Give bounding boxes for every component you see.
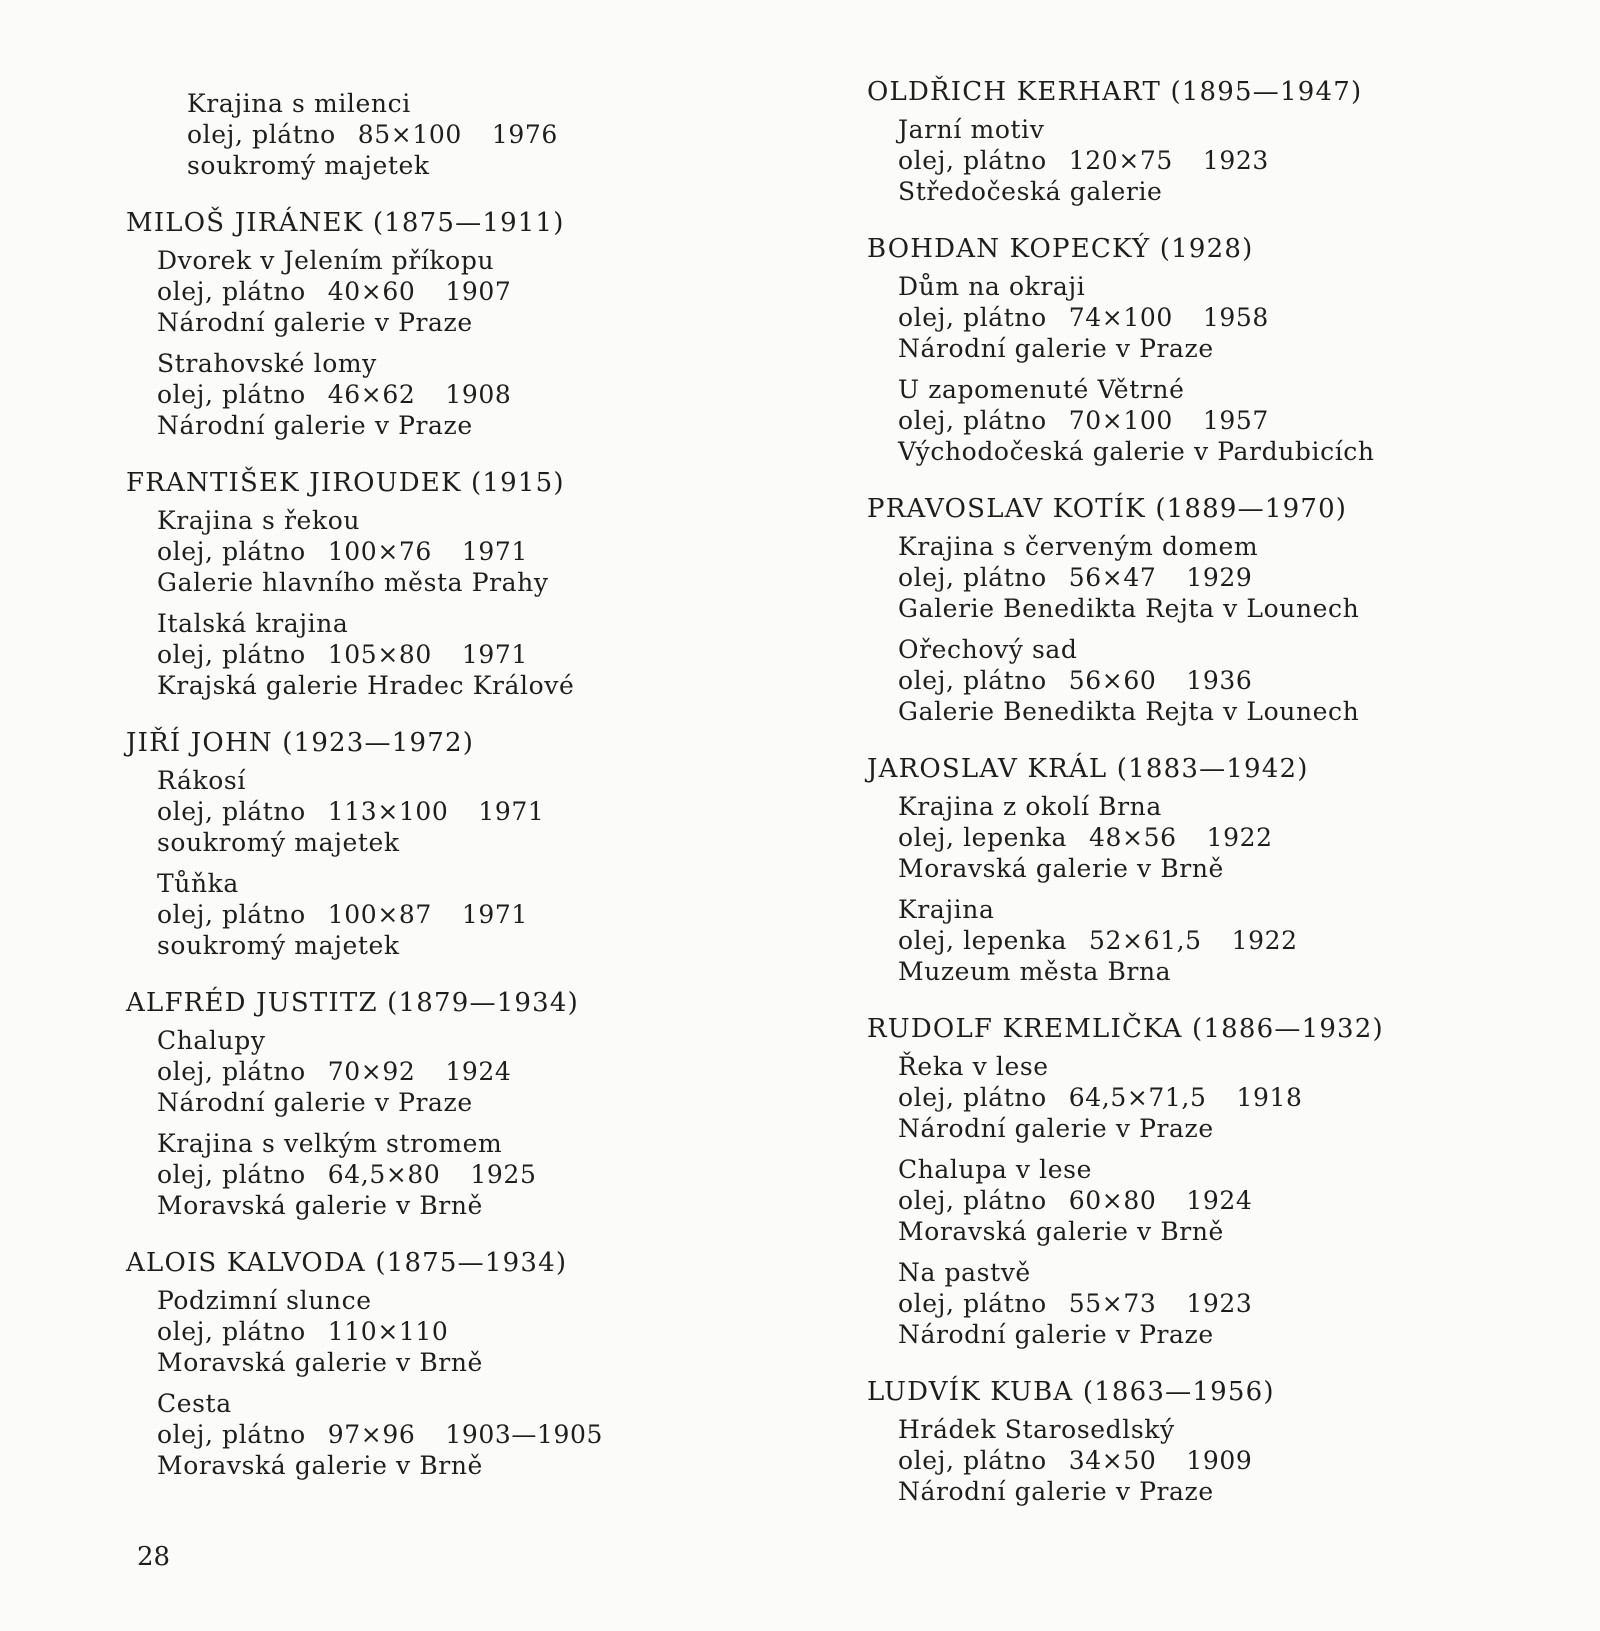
artwork-size: 48×56: [1089, 823, 1177, 852]
artwork-year: 1923: [1202, 146, 1269, 175]
artwork-title: Krajina z okolí Brna: [898, 792, 1162, 821]
artwork-spec: [157, 1056, 766, 1087]
artwork-owner: Moravská galerie v Brně: [157, 1348, 483, 1377]
artwork-title: Řeka v lese: [898, 1052, 1049, 1081]
artwork-title: Chalupy: [157, 1026, 266, 1055]
artwork-medium: olej, plátno: [157, 1317, 306, 1346]
artwork-size: 46×62: [327, 380, 416, 409]
artwork-size: 74×100: [1068, 303, 1173, 332]
artwork-medium: olej, lepenka: [898, 926, 1068, 955]
artwork-spec: [898, 562, 1557, 593]
artwork-size: 120×75: [1068, 146, 1173, 175]
artwork-owner: Moravská galerie v Brně: [898, 1217, 1224, 1246]
artwork-owner: Národní galerie v Praze: [157, 411, 473, 440]
artwork-size: 60×80: [1068, 1186, 1157, 1215]
artist-name: JAROSLAV KRÁL (1883—1942): [867, 754, 1309, 784]
artwork-year: 1903—1905: [445, 1420, 604, 1449]
artwork-entry: [157, 245, 766, 338]
artist-entry: [867, 1376, 1557, 1507]
artwork-spec: [898, 665, 1557, 696]
artist-name: OLDŘICH KERHART (1895—1947): [867, 77, 1363, 107]
artwork-year: 1922: [1231, 926, 1298, 955]
artwork-spec: [898, 822, 1557, 853]
artwork-title: U zapomenuté Větrné: [898, 375, 1185, 404]
artwork-spec: [898, 925, 1557, 956]
artist-name: ALOIS KALVODA (1875—1934): [126, 1248, 568, 1278]
artwork-title: Tůňka: [157, 869, 239, 898]
artwork-year: 1958: [1202, 303, 1269, 332]
artist-entry: [867, 76, 1557, 207]
artist-entry: [126, 987, 766, 1221]
artwork-entry: [898, 1154, 1557, 1247]
artwork-entry: [898, 1414, 1557, 1507]
artwork-size: 113×100: [327, 797, 449, 826]
artwork-medium: olej, plátno: [157, 1057, 306, 1086]
artwork-entry: [157, 868, 766, 961]
artwork-medium: olej, plátno: [157, 1420, 306, 1449]
artwork-spec: [898, 302, 1557, 333]
artwork-medium: olej, plátno: [898, 666, 1047, 695]
artwork-title: Krajina: [898, 895, 995, 924]
artwork-title: Chalupa v lese: [898, 1155, 1092, 1184]
artwork-title: Cesta: [157, 1389, 232, 1418]
artwork-size: 100×87: [327, 900, 432, 929]
artwork-entry: [157, 1025, 766, 1118]
artwork-size: 70×100: [1068, 406, 1173, 435]
artwork-year: 1971: [461, 900, 528, 929]
artist-entry: [126, 207, 766, 441]
artwork-title: Italská krajina: [157, 609, 349, 638]
artwork-size: 34×50: [1068, 1446, 1157, 1475]
artwork-entry: [898, 114, 1557, 207]
artwork-size: 97×96: [327, 1420, 416, 1449]
artwork-year: 1918: [1236, 1083, 1303, 1112]
artwork-owner: Národní galerie v Praze: [898, 334, 1214, 363]
artwork-spec: [898, 1288, 1557, 1319]
artwork-year: 1929: [1186, 563, 1253, 592]
artwork-owner: Národní galerie v Praze: [157, 308, 473, 337]
artist-name: ALFRÉD JUSTITZ (1879—1934): [126, 988, 580, 1018]
artwork-owner: Středočeská galerie: [898, 177, 1163, 206]
artist-entry: [867, 493, 1557, 727]
artwork-owner: Národní galerie v Praze: [898, 1114, 1214, 1143]
artwork-year: 1976: [491, 120, 558, 149]
artwork-entry: [157, 348, 766, 441]
artwork-owner: Galerie Benedikta Rejta v Lounech: [898, 594, 1360, 623]
artwork-entry: [157, 608, 766, 701]
artist-entry: [126, 467, 766, 701]
artwork-title: Strahovské lomy: [157, 349, 377, 378]
artwork-title: Hrádek Starosedlský: [898, 1415, 1175, 1444]
artwork-owner: soukromý majetek: [157, 828, 400, 857]
artist-name: JIŘÍ JOHN (1923—1972): [126, 728, 475, 758]
artwork-size: 40×60: [327, 277, 416, 306]
artwork-spec: [898, 145, 1557, 176]
artwork-year: 1925: [470, 1160, 537, 1189]
artwork-spec: [157, 1159, 766, 1190]
artwork-medium: olej, plátno: [157, 1160, 306, 1189]
artwork-title: Krajina s velkým stromem: [157, 1129, 503, 1158]
artwork-medium: olej, plátno: [157, 797, 306, 826]
artwork-title: Dům na okraji: [898, 272, 1086, 301]
artwork-owner: Galerie Benedikta Rejta v Lounech: [898, 697, 1360, 726]
artwork-owner: Galerie hlavního města Prahy: [157, 568, 549, 597]
artwork-owner: soukromý majetek: [187, 151, 430, 180]
artist-entry: [126, 727, 766, 961]
artwork-owner: Moravská galerie v Brně: [898, 854, 1224, 883]
artist-name: LUDVÍK KUBA (1863—1956): [867, 1377, 1275, 1407]
artwork-year: 1908: [445, 380, 512, 409]
artwork-medium: olej, plátno: [898, 406, 1047, 435]
artwork-owner: Národní galerie v Praze: [157, 1088, 473, 1117]
artwork-entry: [898, 894, 1557, 987]
artwork-owner: Krajská galerie Hradec Králové: [157, 671, 575, 700]
artwork-title: Dvorek v Jelením příkopu: [157, 246, 495, 275]
artwork-entry: [157, 1128, 766, 1221]
artwork-title: Rákosí: [157, 766, 246, 795]
artwork-entry: [157, 505, 766, 598]
artwork-owner: Národní galerie v Praze: [898, 1320, 1214, 1349]
artwork-spec: [157, 639, 766, 670]
artist-name: PRAVOSLAV KOTÍK (1889—1970): [867, 494, 1348, 524]
artwork-spec: [157, 276, 766, 307]
artwork-spec: [898, 1445, 1557, 1476]
artwork-title: Krajina s červeným domem: [898, 532, 1259, 561]
artwork-spec: [157, 1316, 766, 1347]
artwork-size: 70×92: [327, 1057, 416, 1086]
artwork-spec: [898, 1082, 1557, 1113]
artist-name: FRANTIŠEK JIROUDEK (1915): [126, 468, 565, 498]
artwork-year: 1957: [1202, 406, 1269, 435]
artwork-medium: olej, plátno: [898, 1083, 1047, 1112]
artwork-title: Podzimní slunce: [157, 1286, 372, 1315]
artist-entry: [156, 88, 766, 181]
left-column: [126, 88, 766, 1507]
artwork-spec: [157, 899, 766, 930]
artist-entry: [867, 1013, 1557, 1350]
artwork-medium: olej, plátno: [898, 146, 1047, 175]
artwork-year: 1922: [1206, 823, 1273, 852]
artwork-size: 64,5×71,5: [1068, 1083, 1207, 1112]
artwork-spec: [187, 119, 766, 150]
artwork-size: 110×110: [327, 1317, 449, 1346]
artwork-entry: [898, 791, 1557, 884]
artwork-size: 100×76: [327, 537, 432, 566]
artwork-year: 1971: [461, 537, 528, 566]
artist-entry: [867, 233, 1557, 467]
artwork-size: 85×100: [357, 120, 462, 149]
artwork-medium: olej, plátno: [157, 900, 306, 929]
artwork-owner: Národní galerie v Praze: [898, 1477, 1214, 1506]
artwork-owner: Moravská galerie v Brně: [157, 1451, 483, 1480]
artwork-title: Ořechový sad: [898, 635, 1078, 664]
artwork-year: 1907: [445, 277, 512, 306]
artwork-title: Na pastvě: [898, 1258, 1031, 1287]
artwork-year: 1924: [445, 1057, 512, 1086]
artwork-year: 1924: [1186, 1186, 1253, 1215]
artwork-size: 56×60: [1068, 666, 1157, 695]
artwork-medium: olej, plátno: [898, 563, 1047, 592]
artwork-medium: olej, lepenka: [898, 823, 1068, 852]
artwork-year: 1909: [1186, 1446, 1253, 1475]
artwork-entry: [157, 1388, 766, 1481]
artwork-entry: [898, 271, 1557, 364]
artwork-owner: Moravská galerie v Brně: [157, 1191, 483, 1220]
artwork-spec: [898, 1185, 1557, 1216]
artwork-medium: olej, plátno: [898, 1289, 1047, 1318]
artwork-entry: [187, 88, 766, 181]
artwork-size: 105×80: [327, 640, 432, 669]
artwork-title: Krajina s řekou: [157, 506, 361, 535]
artwork-entry: [898, 634, 1557, 727]
artwork-entry: [157, 765, 766, 858]
page-number: 28: [137, 1542, 171, 1572]
artwork-medium: olej, plátno: [187, 120, 336, 149]
artist-entry: [867, 753, 1557, 987]
artwork-medium: olej, plátno: [157, 537, 306, 566]
artwork-medium: olej, plátno: [898, 1446, 1047, 1475]
artwork-entry: [898, 374, 1557, 467]
artwork-spec: [157, 1419, 766, 1450]
artwork-size: 64,5×80: [327, 1160, 441, 1189]
artwork-medium: olej, plátno: [157, 380, 306, 409]
artist-name: BOHDAN KOPECKÝ (1928): [867, 234, 1254, 264]
artwork-medium: olej, plátno: [157, 640, 306, 669]
artist-name: MILOŠ JIRÁNEK (1875—1911): [126, 208, 565, 238]
artwork-owner: Muzeum města Brna: [898, 957, 1172, 986]
artwork-spec: [157, 379, 766, 410]
artwork-year: 1923: [1186, 1289, 1253, 1318]
artwork-title: Krajina s milenci: [187, 89, 411, 118]
artwork-medium: olej, plátno: [157, 277, 306, 306]
artwork-year: 1971: [478, 797, 545, 826]
artwork-spec: [157, 796, 766, 827]
artwork-medium: olej, plátno: [898, 1186, 1047, 1215]
artwork-owner: Východočeská galerie v Pardubicích: [898, 437, 1375, 466]
artist-name: RUDOLF KREMLIČKA (1886—1932): [867, 1014, 1384, 1044]
artwork-medium: olej, plátno: [898, 303, 1047, 332]
artwork-size: 52×61,5: [1089, 926, 1202, 955]
artwork-entry: [898, 1051, 1557, 1144]
artwork-entry: [898, 1257, 1557, 1350]
artwork-spec: [898, 405, 1557, 436]
artwork-owner: soukromý majetek: [157, 931, 400, 960]
artwork-title: Jarní motiv: [898, 115, 1045, 144]
artwork-size: 56×47: [1068, 563, 1157, 592]
artwork-entry: [157, 1285, 766, 1378]
artist-entry: [126, 1247, 766, 1481]
artwork-spec: [157, 536, 766, 567]
artwork-size: 55×73: [1068, 1289, 1157, 1318]
artwork-year: 1936: [1186, 666, 1253, 695]
artwork-year: 1971: [461, 640, 528, 669]
artwork-entry: [898, 531, 1557, 624]
right-column: [867, 76, 1557, 1533]
